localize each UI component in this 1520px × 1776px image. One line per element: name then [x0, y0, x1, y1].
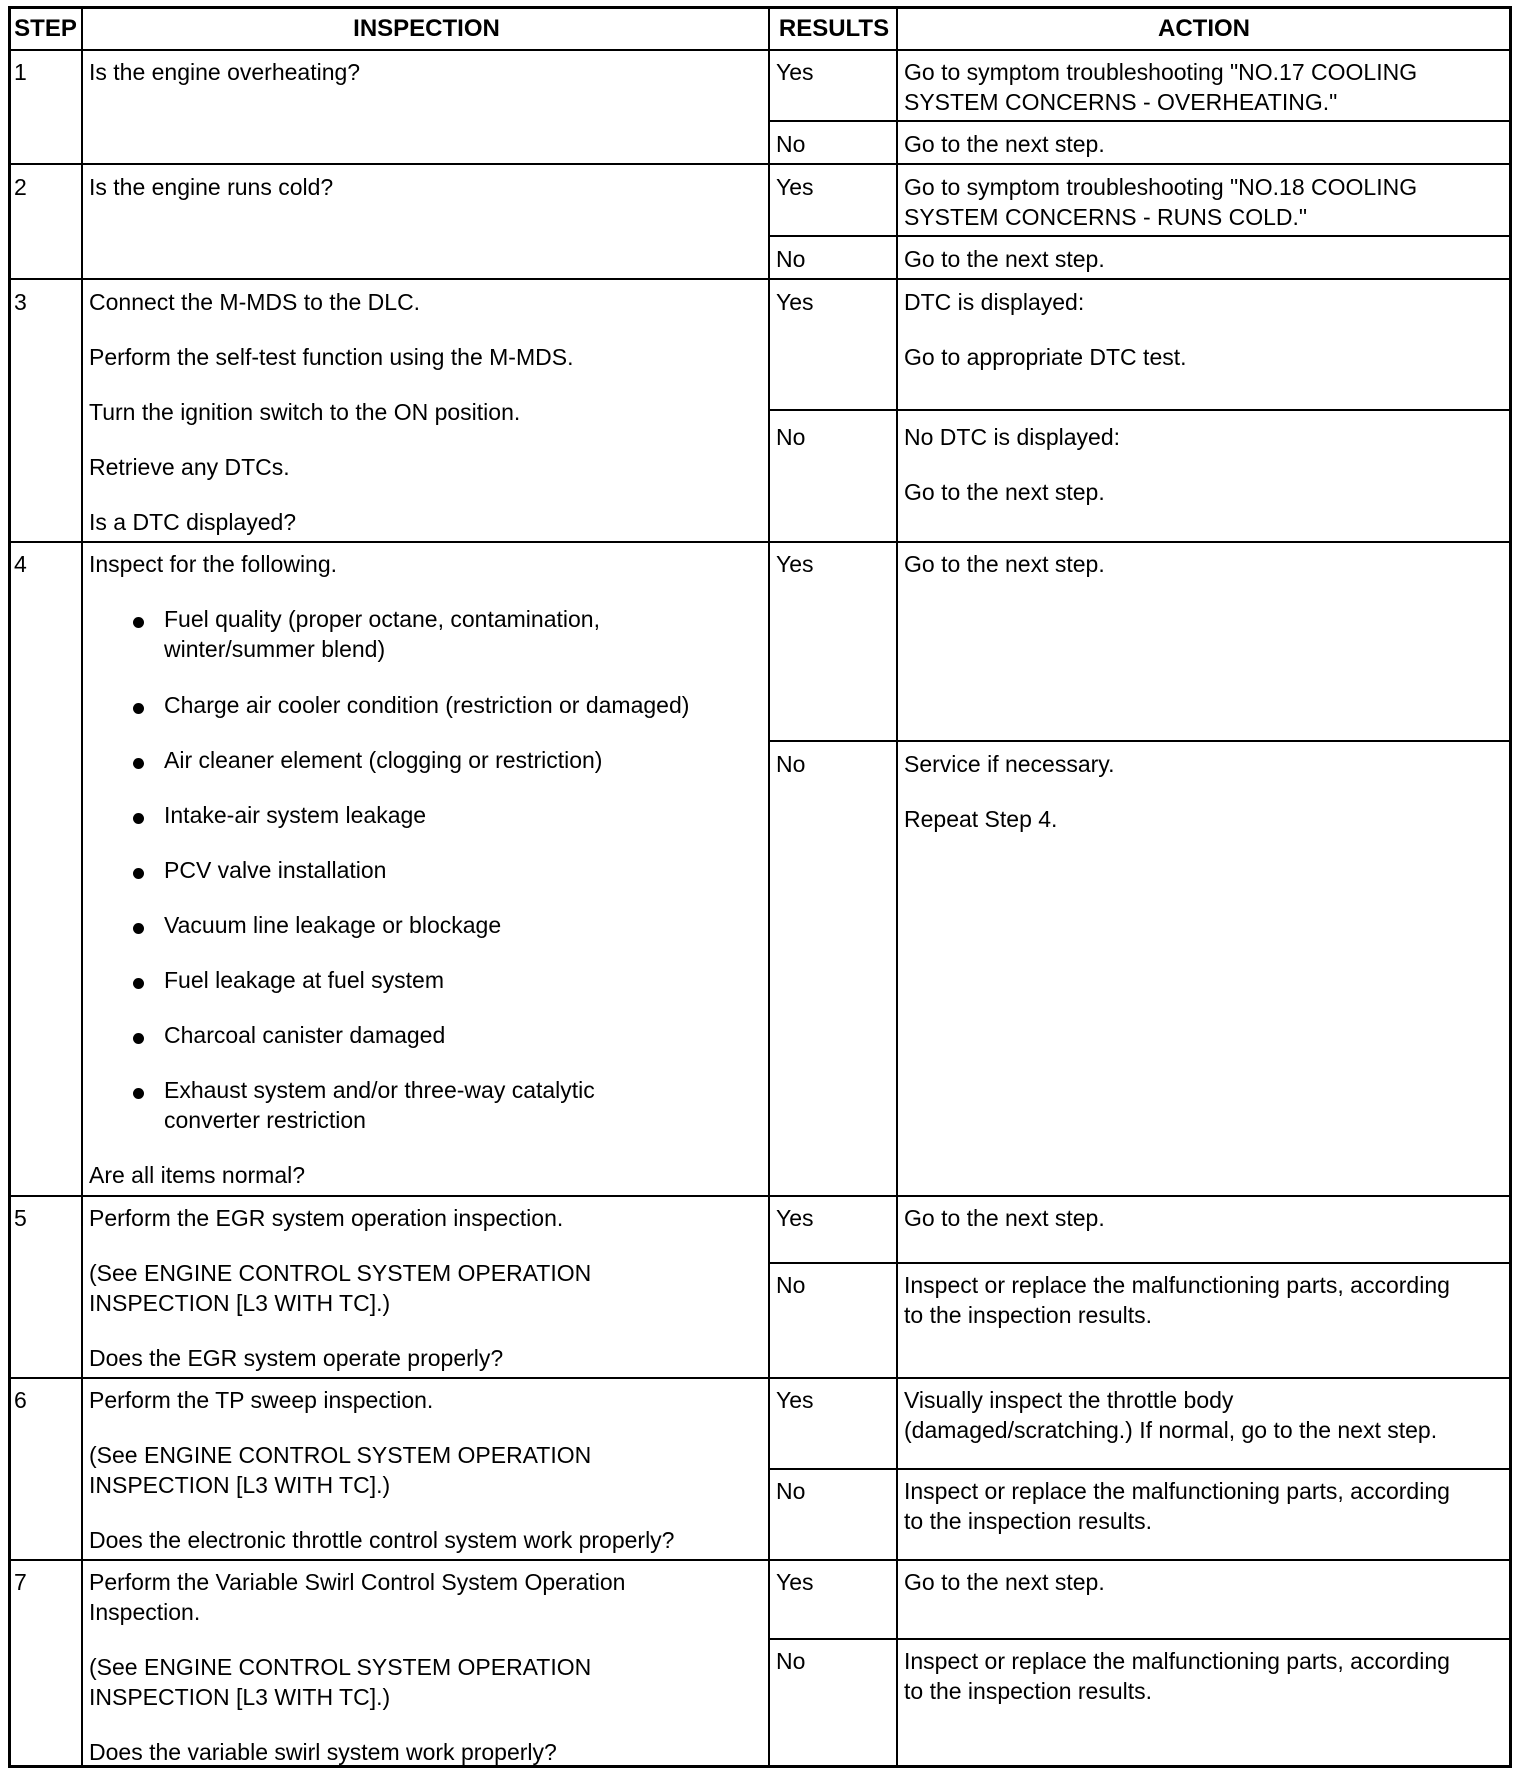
inspection-line: Is the engine runs cold? — [89, 174, 334, 200]
action-line: Inspect or replace the malfunctioning parts, according — [904, 1478, 1450, 1504]
result-divider — [768, 409, 1512, 411]
action-line: Repeat Step 4. — [904, 806, 1058, 832]
action-line: Go to appropriate DTC test. — [904, 344, 1187, 370]
troubleshooting-table — [8, 6, 1512, 1768]
inspection-line: Is a DTC displayed? — [89, 509, 297, 535]
result-divider — [768, 120, 1512, 122]
col-divider-results — [896, 6, 898, 1768]
inspection-line: Perform the EGR system operation inspection. — [89, 1205, 564, 1231]
bullet-icon — [133, 703, 144, 714]
inspection-line: Perform the self-test function using the M-MDS. — [89, 344, 574, 370]
inspection-line: INSPECTION [L3 WITH TC].) — [89, 1290, 391, 1316]
inspection-line: Connect the M-MDS to the DLC. — [89, 289, 421, 315]
row-divider — [8, 278, 1512, 280]
action-line: Go to the next step. — [904, 551, 1105, 577]
row-divider — [8, 1377, 1512, 1379]
bullet-item: Air cleaner element (clogging or restriction) — [164, 747, 603, 773]
result-divider — [768, 1638, 1512, 1640]
inspection-line: INSPECTION [L3 WITH TC].) — [89, 1684, 391, 1710]
col-divider-step — [81, 6, 83, 1768]
result-no: No — [776, 1272, 806, 1298]
bullet-item: Fuel leakage at fuel system — [164, 967, 444, 993]
step-number: 4 — [14, 551, 27, 577]
result-yes: Yes — [776, 1569, 814, 1595]
result-no: No — [776, 246, 806, 272]
action-line: Go to the next step. — [904, 479, 1105, 505]
action-line: Go to the next step. — [904, 1569, 1105, 1595]
action-line: Go to the next step. — [904, 246, 1105, 272]
step-number: 6 — [14, 1387, 27, 1413]
inspection-line: Are all items normal? — [89, 1162, 306, 1188]
action-line: Go to the next step. — [904, 1205, 1105, 1231]
result-yes: Yes — [776, 1205, 814, 1231]
inspection-line: Perform the TP sweep inspection. — [89, 1387, 434, 1413]
bullet-icon — [133, 813, 144, 824]
inspection-line: (See ENGINE CONTROL SYSTEM OPERATION — [89, 1442, 592, 1468]
inspection-line: (See ENGINE CONTROL SYSTEM OPERATION — [89, 1260, 592, 1286]
bullet-item: Fuel quality (proper octane, contamination, — [164, 606, 600, 632]
step-number: 7 — [14, 1569, 27, 1595]
header-divider — [8, 49, 1512, 51]
inspection-line: Is the engine overheating? — [89, 59, 361, 85]
table-border-left — [8, 6, 11, 1768]
inspection-line: Inspection. — [89, 1599, 201, 1625]
inspection-line: Does the electronic throttle control system work properly? — [89, 1527, 675, 1553]
action-line: SYSTEM CONCERNS - OVERHEATING." — [904, 89, 1338, 115]
action-line: Inspect or replace the malfunctioning parts, according — [904, 1272, 1450, 1298]
result-yes: Yes — [776, 1387, 814, 1413]
action-line: Go to the next step. — [904, 131, 1105, 157]
result-yes: Yes — [776, 174, 814, 200]
row-divider — [8, 1195, 1512, 1197]
result-divider — [768, 1468, 1512, 1470]
bullet-icon — [133, 1033, 144, 1044]
bullet-item: Exhaust system and/or three-way catalytic — [164, 1077, 595, 1103]
header-results: RESULTS — [778, 15, 890, 42]
action-line: to the inspection results. — [904, 1678, 1153, 1704]
step-number: 5 — [14, 1205, 27, 1231]
header-inspection: INSPECTION — [353, 15, 500, 42]
result-no: No — [776, 131, 806, 157]
action-line: DTC is displayed: — [904, 289, 1085, 315]
action-line: Service if necessary. — [904, 751, 1115, 777]
step-number: 2 — [14, 174, 27, 200]
step-number: 3 — [14, 289, 27, 315]
action-line: Inspect or replace the malfunctioning parts, according — [904, 1648, 1450, 1674]
action-line: No DTC is displayed: — [904, 424, 1121, 450]
result-yes: Yes — [776, 551, 814, 577]
action-line: to the inspection results. — [904, 1508, 1153, 1534]
row-divider — [8, 1559, 1512, 1561]
result-yes: Yes — [776, 289, 814, 315]
action-line: Visually inspect the throttle body — [904, 1387, 1234, 1413]
result-divider — [768, 235, 1512, 237]
result-no: No — [776, 1478, 806, 1504]
bullet-item: Charge air cooler condition (restriction or damaged) — [164, 692, 690, 718]
action-line: SYSTEM CONCERNS - RUNS COLD." — [904, 204, 1308, 230]
bullet-icon — [133, 1088, 144, 1099]
action-line: Go to symptom troubleshooting "NO.17 COOLING — [904, 59, 1418, 85]
inspection-line: Perform the Variable Swirl Control System Operation — [89, 1569, 626, 1595]
action-line: to the inspection results. — [904, 1302, 1153, 1328]
bullet-icon — [133, 868, 144, 879]
inspection-line: Inspect for the following. — [89, 551, 338, 577]
header-action: ACTION — [1158, 15, 1250, 42]
result-no: No — [776, 424, 806, 450]
bullet-item: Vacuum line leakage or blockage — [164, 912, 502, 938]
bullet-icon — [133, 978, 144, 989]
bullet-item: converter restriction — [164, 1107, 366, 1133]
bullet-item: Charcoal canister damaged — [164, 1022, 446, 1048]
bullet-icon — [133, 617, 144, 628]
bullet-item: Intake-air system leakage — [164, 802, 427, 828]
row-divider — [8, 541, 1512, 543]
header-step: STEP — [14, 15, 77, 42]
action-line: Go to symptom troubleshooting "NO.18 COOLING — [904, 174, 1418, 200]
inspection-line: Does the variable swirl system work properly? — [89, 1739, 557, 1765]
table-border-right — [1509, 6, 1512, 1768]
inspection-line: INSPECTION [L3 WITH TC].) — [89, 1472, 391, 1498]
bullet-icon — [133, 758, 144, 769]
result-yes: Yes — [776, 59, 814, 85]
inspection-line: Does the EGR system operate properly? — [89, 1345, 504, 1371]
row-divider — [8, 163, 1512, 165]
bullet-item: winter/summer blend) — [164, 636, 386, 662]
action-line: (damaged/scratching.) If normal, go to the next step. — [904, 1417, 1438, 1443]
result-divider — [768, 740, 1512, 742]
inspection-line: (See ENGINE CONTROL SYSTEM OPERATION — [89, 1654, 592, 1680]
step-number: 1 — [14, 59, 27, 85]
result-no: No — [776, 1648, 806, 1674]
table-border-top — [8, 6, 1512, 9]
result-no: No — [776, 751, 806, 777]
result-divider — [768, 1262, 1512, 1264]
inspection-line: Turn the ignition switch to the ON position. — [89, 399, 521, 425]
inspection-line: Retrieve any DTCs. — [89, 454, 290, 480]
bullet-item: PCV valve installation — [164, 857, 387, 883]
bullet-icon — [133, 923, 144, 934]
col-divider-inspection — [768, 6, 770, 1768]
